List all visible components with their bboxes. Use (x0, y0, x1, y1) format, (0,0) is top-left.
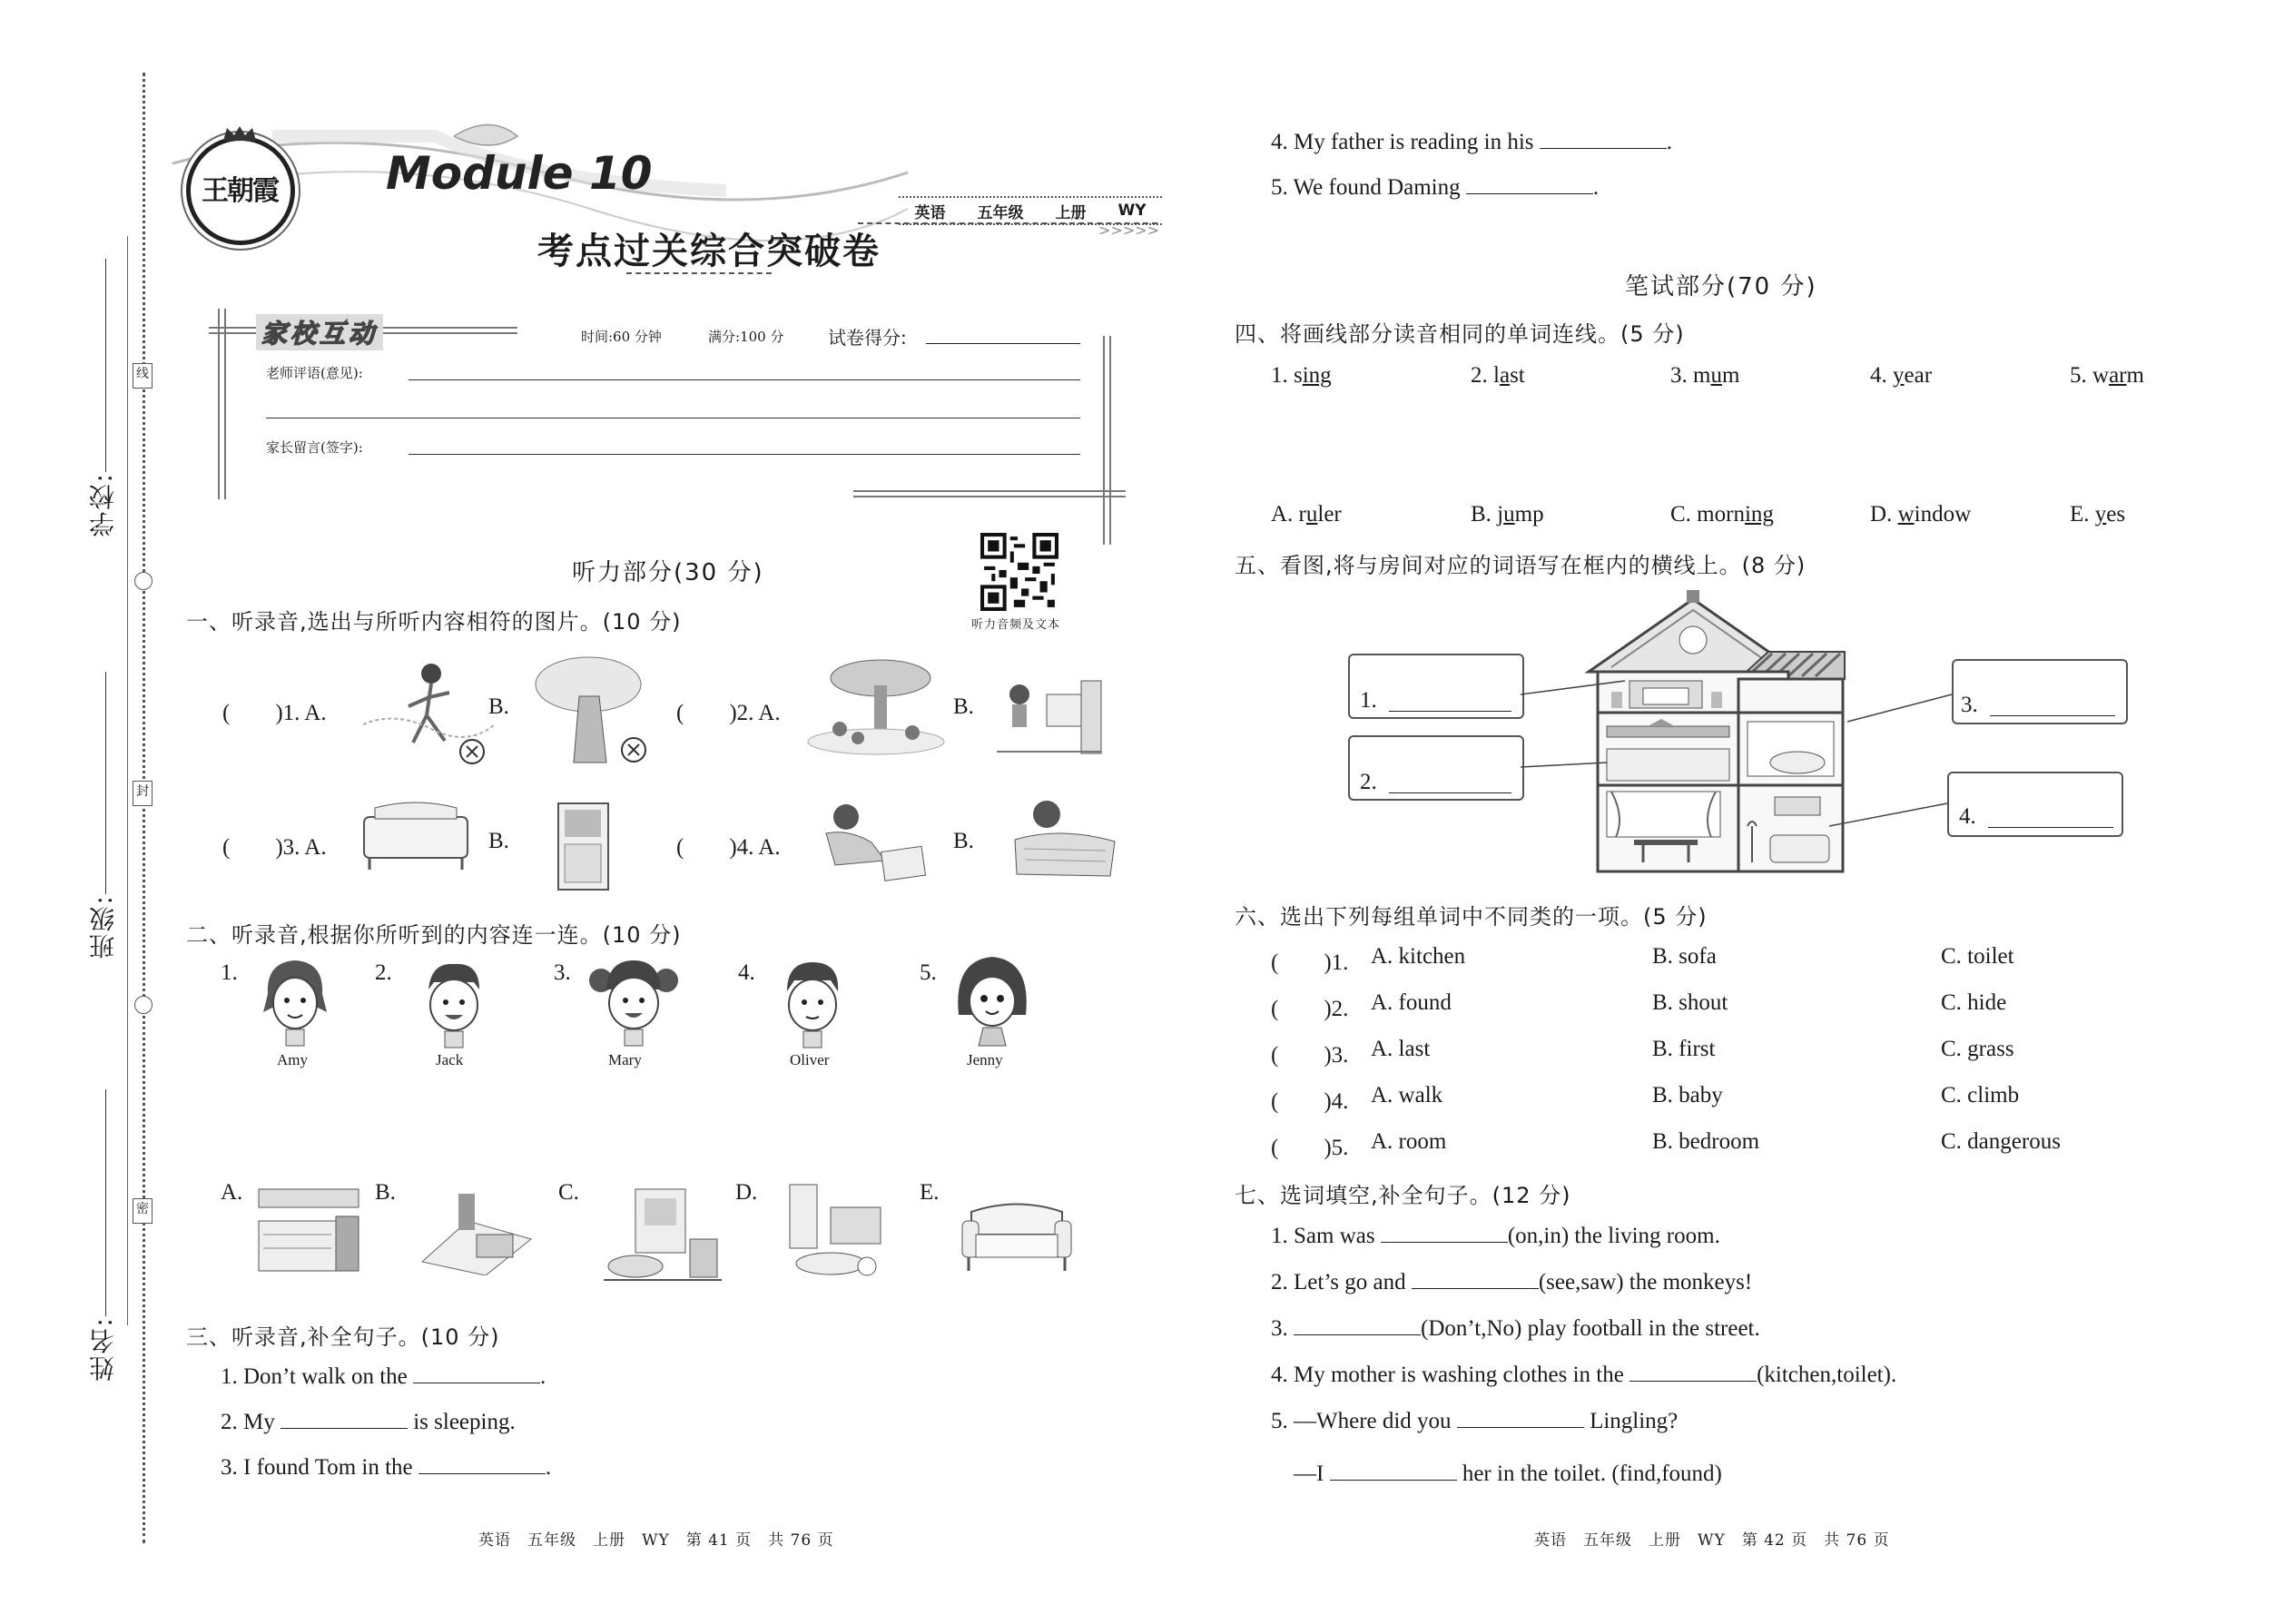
person-2-num: 2. (375, 960, 392, 985)
module-title: Module 10 (386, 147, 653, 200)
s3-sentence-2: 2. My is sleeping. (221, 1410, 516, 1434)
s7-blank-3[interactable] (1294, 1318, 1421, 1335)
house-box-4-num: 4. (1959, 804, 1976, 829)
s6-row-1-c: C. toilet (1941, 944, 2014, 969)
s6-row-5-b: B. bedroom (1652, 1129, 1760, 1154)
q1-1-b-image (527, 655, 654, 769)
q1-2-b-image (992, 663, 1110, 763)
s7-blank-6[interactable] (1330, 1463, 1457, 1481)
s6-row-5-num[interactable]: ( )5. (1271, 1136, 1349, 1160)
footer-right-page-info: 英语 五年级 上册 WY 第 42 页 共 76 页 (1534, 1531, 1890, 1550)
crown-icon (222, 124, 258, 143)
person-5-name: Jenny (967, 1051, 1003, 1068)
q1-2-label: ( )2. A. (676, 701, 781, 725)
s3-sentence-5: 5. We found Daming . (1271, 175, 1600, 200)
s7-blank-2[interactable] (1412, 1272, 1539, 1289)
teacher-comment-label: 老师评语(意见): (266, 365, 363, 381)
s4-word-1: 1. sing (1271, 363, 1332, 388)
s7-sentence-2: 2. Let’s go and (see,saw) the monkeys! (1271, 1270, 1753, 1294)
q1-3-a-image (357, 799, 475, 876)
room-b-label: B. (375, 1180, 396, 1205)
q1-3-label: ( )3. A. (222, 835, 327, 860)
house-connector-lines (1521, 635, 1956, 853)
score-label: 试卷得分: (828, 327, 907, 349)
listening-title: 听力部分(30 分) (572, 559, 764, 586)
s6-row-2-c: C. hide (1941, 990, 2007, 1015)
s4-option-e: E. yes (2070, 502, 2126, 527)
room-a-kitchen-image (254, 1180, 363, 1275)
s4-word-5: 5. warm (2070, 363, 2144, 388)
s7-sentence-3: 3. (Don’t,No) play football in the street. (1271, 1316, 1760, 1341)
binding-solid-line (127, 236, 128, 1325)
s6-row-3-num[interactable]: ( )3. (1271, 1043, 1349, 1068)
parent-comment-field[interactable] (409, 454, 1080, 455)
name-label: 姓名: (88, 1316, 118, 1382)
seal-mark: 线 (133, 363, 153, 389)
teacher-comment-field[interactable] (409, 379, 1080, 380)
house-box-4-blank[interactable] (1988, 827, 2113, 828)
s6-row-5-c: C. dangerous (1941, 1129, 2061, 1154)
s6-row-3-c: C. grass (1941, 1037, 2014, 1061)
room-c-bathroom-image (599, 1185, 726, 1284)
qr-code[interactable] (980, 533, 1058, 611)
s6-row-4-c: C. climb (1941, 1083, 2020, 1107)
person-3-num: 3. (554, 960, 571, 985)
s7-sentence-1: 1. Sam was (on,in) the living room. (1271, 1224, 1720, 1248)
s7-blank-4[interactable] (1629, 1364, 1757, 1382)
badge-edition: WY (1117, 202, 1147, 220)
s3-sentence-1: 1. Don’t walk on the . (221, 1364, 546, 1389)
person-4-name: Oliver (790, 1051, 830, 1068)
room-e-label: E. (920, 1180, 940, 1205)
q1-1-b-label: B. (488, 694, 509, 719)
s7-sentence-5: 5. —Where did you Lingling? (1271, 1409, 1679, 1433)
section-4-title: 四、将画线部分读音相同的单词连线。(5 分) (1235, 321, 1685, 347)
s6-row-2-b: B. shout (1652, 990, 1728, 1015)
header-dashed-rule (626, 272, 772, 274)
s3-sentence-4: 4. My father is reading in his . (1271, 130, 1673, 154)
binding-hole (134, 996, 153, 1014)
s7-sentence-4: 4. My mother is washing clothes in the (kitchen,toilet). (1271, 1363, 1897, 1387)
s6-row-4-a: A. walk (1371, 1083, 1443, 1107)
score-field[interactable] (926, 343, 1080, 344)
s6-row-5-a: A. room (1371, 1129, 1447, 1154)
person-3-name: Mary (608, 1051, 642, 1068)
s7-blank-5[interactable] (1457, 1411, 1584, 1428)
room-c-label: C. (558, 1180, 579, 1205)
s4-word-4: 4. year (1870, 363, 1933, 388)
house-box-1-num: 1. (1360, 688, 1377, 713)
section-7-title: 七、选词填空,补全句子。(12 分) (1235, 1183, 1571, 1208)
s3-blank-2[interactable] (281, 1412, 408, 1429)
person-3-avatar (588, 953, 679, 1048)
s4-option-b: B. jump (1471, 502, 1544, 527)
s6-row-4-b: B. baby (1652, 1083, 1723, 1107)
q1-4-b-label: B. (953, 829, 974, 853)
s6-row-3-b: B. first (1652, 1037, 1716, 1061)
room-e-sofa-image (958, 1198, 1076, 1275)
section-2-title: 二、听录音,根据你所听到的内容连一连。(10 分) (186, 922, 682, 948)
s6-row-1-num[interactable]: ( )1. (1271, 950, 1349, 975)
person-1-avatar (259, 953, 331, 1048)
binding-hole (134, 572, 153, 590)
s6-row-2-a: A. found (1371, 990, 1452, 1015)
footer-left-page-info: 英语 五年级 上册 WY 第 41 页 共 76 页 (478, 1531, 834, 1550)
s6-row-3-a: A. last (1371, 1037, 1431, 1061)
seal-mark: 密 (133, 1198, 153, 1224)
time-info: 时间:60 分钟 (581, 329, 662, 345)
person-1-name: Amy (277, 1051, 308, 1068)
s3-blank-4[interactable] (1540, 132, 1667, 149)
q1-4-b-image (1006, 794, 1124, 890)
name-field[interactable] (105, 1089, 106, 1316)
section-6-title: 六、选出下列每组单词中不同类的一项。(5 分) (1235, 904, 1708, 930)
house-box-2-num: 2. (1360, 770, 1377, 794)
q1-3-b-label: B. (488, 829, 509, 853)
q1-4-a-image (808, 797, 935, 892)
publisher-logo (186, 136, 295, 245)
parent-comment-label: 家长留言(签字): (266, 439, 363, 456)
s4-word-2: 2. last (1471, 363, 1525, 388)
s3-sentence-3: 3. I found Tom in the . (221, 1455, 552, 1480)
house-box-1-blank[interactable] (1389, 711, 1511, 712)
person-2-name: Jack (436, 1051, 464, 1068)
s7-sentence-6: —I her in the toilet. (find,found) (1271, 1462, 1722, 1486)
full-score-info: 满分:100 分 (708, 329, 784, 345)
badge-subject: 英语 (914, 203, 946, 222)
person-4-avatar (776, 955, 849, 1050)
home-school-tag: 家校互动 (256, 314, 383, 350)
q1-1-a-image (359, 661, 495, 765)
q1-4-label: ( )4. A. (676, 835, 781, 860)
s6-row-1-b: B. sofa (1652, 944, 1717, 969)
q1-2-a-image (803, 658, 949, 758)
class-label: 班级: (88, 894, 118, 960)
seal-mark: 封 (133, 781, 153, 806)
person-2-avatar (418, 955, 490, 1050)
q1-2-b-label: B. (953, 694, 974, 719)
room-a-label: A. (221, 1180, 243, 1205)
badge-grade: 五年级 (977, 203, 1024, 222)
s4-option-d: D. window (1870, 502, 1972, 527)
room-d-bathroom-image (776, 1180, 890, 1280)
s7-blank-1[interactable] (1381, 1225, 1508, 1243)
s6-row-4-num[interactable]: ( )4. (1271, 1089, 1349, 1114)
school-label: 学校: (88, 472, 118, 537)
s4-word-3: 3. mum (1670, 363, 1740, 388)
room-d-label: D. (735, 1180, 758, 1205)
paper-title: 考点过关综合突破卷 (537, 230, 881, 272)
s4-option-c: C. morning (1670, 502, 1774, 527)
section-5-title: 五、看图,将与房间对应的词语写在框内的横线上。(8 分) (1235, 553, 1807, 578)
arrow-decoration: >>>>> (1098, 221, 1160, 239)
section-1-title: 一、听录音,选出与所听内容相符的图片。(10 分) (186, 609, 682, 635)
s6-row-2-num[interactable]: ( )2. (1271, 997, 1349, 1021)
school-field[interactable] (105, 259, 106, 472)
writing-title: 笔试部分(70 分) (1625, 273, 1817, 300)
s3-blank-5[interactable] (1466, 177, 1593, 194)
s6-row-1-a: A. kitchen (1371, 944, 1466, 969)
s4-option-a: A. ruler (1271, 502, 1342, 527)
section-3-title: 三、听录音,补全句子。(10 分) (186, 1324, 500, 1350)
person-5-num: 5. (920, 960, 937, 985)
s3-blank-3[interactable] (418, 1457, 546, 1474)
house-box-2-blank[interactable] (1389, 792, 1511, 793)
house-box-3-num: 3. (1961, 693, 1978, 717)
s3-blank-1[interactable] (413, 1366, 540, 1383)
class-field[interactable] (105, 672, 106, 894)
room-b-image (413, 1185, 536, 1275)
q1-3-b-image (554, 799, 617, 894)
q1-1-label: ( )1. A. (222, 701, 327, 725)
badge-term: 上册 (1055, 203, 1087, 222)
qr-caption: 听力音频及文本 (971, 618, 1061, 632)
person-4-num: 4. (738, 960, 755, 985)
person-1-num: 1. (221, 960, 238, 985)
binding-dotted-line (143, 73, 145, 1543)
person-5-avatar (951, 951, 1033, 1049)
house-box-3-blank[interactable] (1990, 715, 2115, 716)
logo-text: 王朝霞 (202, 175, 278, 207)
